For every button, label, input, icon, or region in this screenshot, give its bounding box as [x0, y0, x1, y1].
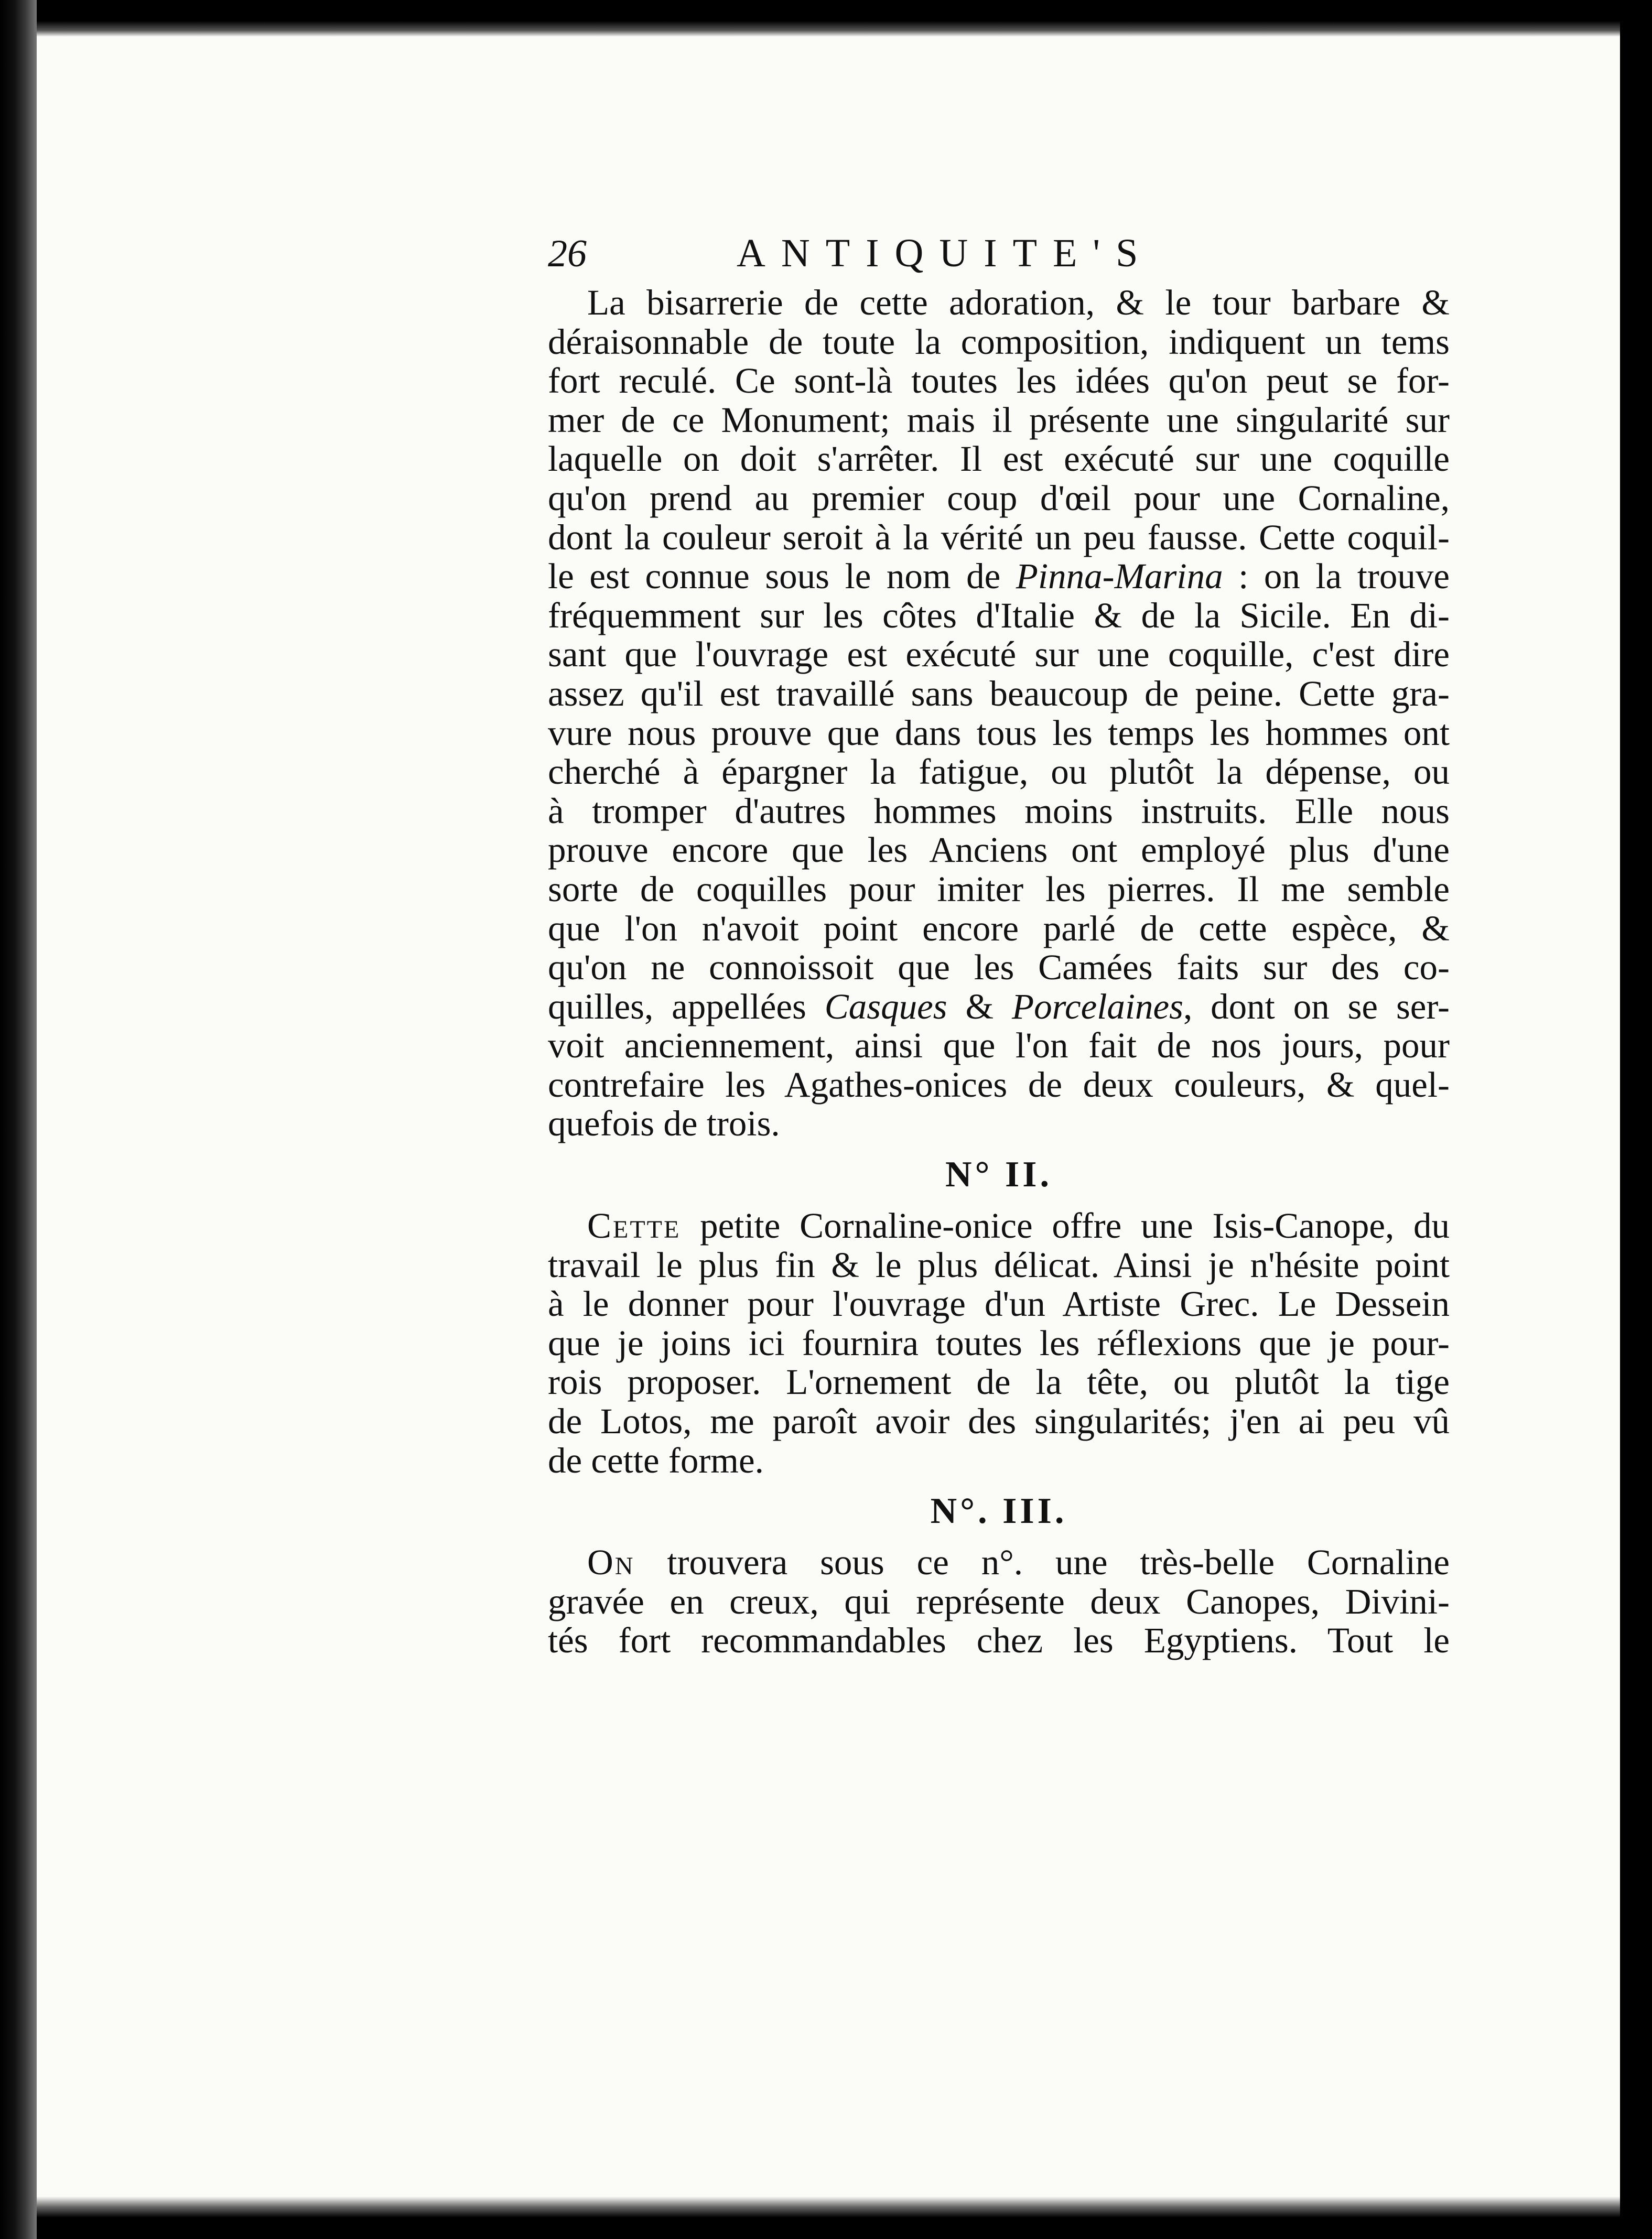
text-line: qu'on ne connoissoit que les Camées faits sur des co- — [548, 947, 1450, 988]
paragraph-2 — [548, 1206, 1450, 1480]
text-segment: trouvera sous ce n°. une très-belle Cornaline — [634, 1542, 1450, 1583]
text-line: dont la couleur seroit à la vérité un peu fausse. Cette coquil- — [548, 517, 1450, 557]
text-line: La bisarrerie de cette adoration, & le tour barbare & — [587, 283, 1450, 322]
text-line: contrefaire les Agathes-onices de deux couleurs, & quel- — [548, 1064, 1450, 1105]
text-line: de cette forme. — [548, 1440, 764, 1480]
text-line: gravée en creux, qui représente deux Canopes, Divini- — [548, 1581, 1450, 1621]
text-line: laquelle on doit s'arrêter. Il est exécuté sur une coquille — [548, 439, 1450, 479]
text-line: sorte de coquilles pour imiter les pierres. Il me semble — [548, 869, 1450, 909]
italic-term-casques: Casques — [824, 986, 947, 1026]
text-line: que je joins ici fournira toutes les réflexions que je pour- — [548, 1323, 1450, 1363]
text-segment: petite Cornaline-onice offre une Isis-Canope, du — [681, 1206, 1450, 1246]
text-segment: quilles, appellées — [548, 986, 825, 1026]
page-header — [548, 231, 1450, 283]
text-line — [548, 1206, 1450, 1246]
section-heading-no-3: N°. III. — [930, 1491, 1067, 1532]
running-title: ANTIQUITE'S — [737, 231, 1154, 275]
text-segment: , dont on se ser- — [1183, 986, 1450, 1026]
text-line: qu'on prend au premier coup d'œil pour une Cornaline, — [548, 478, 1450, 518]
lead-word: On — [587, 1542, 635, 1583]
text-line: tés fort recommandables chez les Egyptiens. Tout le — [548, 1620, 1450, 1661]
lead-word: Cette — [587, 1206, 681, 1246]
paragraph-1 — [548, 283, 1450, 1143]
italic-term-pinna-marina: Pinna-Marina — [1016, 556, 1223, 597]
text-line: assez qu'il est travaillé sans beaucoup de peine. Cette gra- — [548, 673, 1450, 713]
text-line: prouve encore que les Anciens ont employé plus d'une — [548, 830, 1450, 870]
text-line: fort reculé. Ce sont-là toutes les idées qu'on peut se for- — [548, 361, 1450, 401]
text-line — [548, 987, 1450, 1026]
text-line: sant que l'ouvrage est exécuté sur une coquille, c'est dire — [548, 634, 1450, 675]
text-line: déraisonnable de toute la composition, indiquent un tems — [548, 321, 1450, 362]
text-line: fréquemment sur les côtes d'Italie & de la Sicile. En di- — [548, 595, 1450, 635]
page-number: 26 — [548, 232, 587, 275]
text-segment: & — [947, 986, 1012, 1026]
italic-term-porcelaines: Porcelaines — [1012, 986, 1184, 1026]
text-line: à le donner pour l'ouvrage d'un Artiste Grec. Le Dessein — [548, 1284, 1450, 1324]
text-line — [548, 1543, 1450, 1582]
text-segment: le est connue sous le nom de — [548, 556, 1016, 597]
text-line — [548, 557, 1450, 596]
text-line: rois proposer. L'ornement de la tête, ou plutôt la tige — [548, 1362, 1450, 1402]
text-block — [548, 231, 1450, 1660]
text-segment: : on la trouve — [1223, 556, 1450, 597]
text-line: voit anciennement, ainsi que l'on fait de nos jours, pour — [548, 1025, 1450, 1066]
text-line: travail le plus fin & le plus délicat. Ainsi je n'hésite point — [548, 1245, 1450, 1285]
text-line: vure nous prouve que dans tous les temps les hommes ont — [548, 712, 1450, 753]
scan-bottom-edge — [37, 2197, 1620, 2218]
text-line: à tromper d'autres hommes moins instruits. Elle nous — [548, 791, 1450, 831]
text-line: cherché à épargner la fatigue, ou plutôt la dépense, ou — [548, 752, 1450, 792]
text-line: mer de ce Monument; mais il présente une singularité sur — [548, 399, 1450, 440]
paragraph-3 — [548, 1543, 1450, 1660]
text-line: que l'on n'avoit point encore parlé de cette espèce, & — [548, 908, 1450, 948]
text-line: quefois de trois. — [548, 1104, 780, 1144]
section-heading-no-2: N° II. — [945, 1154, 1053, 1195]
text-line: de Lotos, me paroît avoir des singularités; j'en ai peu vû — [548, 1401, 1450, 1442]
scan-top-edge — [37, 21, 1620, 37]
scan-left-edge — [0, 0, 37, 2239]
